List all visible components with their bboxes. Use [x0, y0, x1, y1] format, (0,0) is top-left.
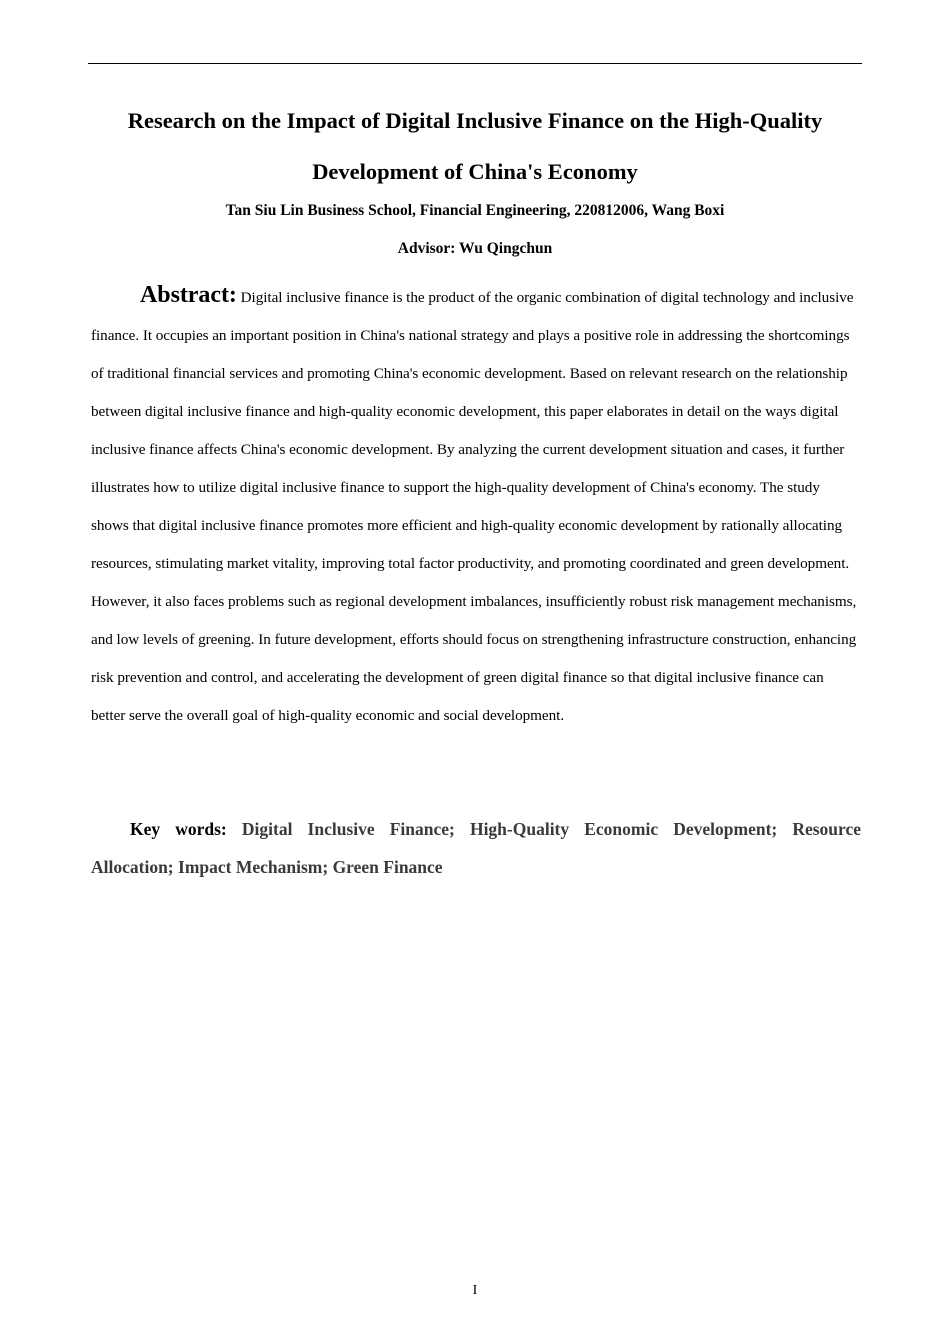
- author-affiliation-line: Tan Siu Lin Business School, Financial Engineering, 220812006, Wang Boxi: [225, 202, 725, 219]
- header-rule: [88, 63, 862, 64]
- page-number: I: [472, 1283, 478, 1298]
- abstract-text: Digital inclusive finance is the product of the organic combination of digital technology and inclusive finance. It occupies an important position in China's national strategy and plays a positive role in addressing the shortcomings of traditional financial services and promoting China's economic development. Based on relevant research on the relationship between digital inclusive finance and high-quality economic development, this paper elaborates in detail on the ways digital inclusive finance affects China's economic development. By analyzing the current development situation and cases, it further illustrates how to utilize digital inclusive finance to support the high-quality development of China's economy. The study shows that digital inclusive finance promotes more efficient and high-quality economic development by rationally allocating resources, stimulating market vitality, improving total factor productivity, and promoting coordinated and green development. However, it also faces problems such as regional development imbalances, insufficiently robust risk management mechanisms, and low levels of greening. In future development, efforts should focus on strengthening infrastructure construction, enhancing risk prevention and control, and accelerating the development of green digital finance so that digital inclusive finance can better serve the overall goal of high-quality economic and social development.: [91, 289, 857, 724]
- paper-title: Research on the Impact of Digital Inclusive Finance on the High-Quality Development of China's Economy: [127, 108, 823, 184]
- keywords-text: Digital Inclusive Finance; High-Quality Economic Development; Resource Allocation; Impact Mechanism; Green Finance: [91, 819, 862, 877]
- abstract-label: Abstract:: [140, 282, 237, 308]
- abstract-paragraph: [91, 276, 861, 735]
- advisor-line: Advisor: Wu Qingchun: [397, 240, 553, 257]
- keywords-paragraph: [91, 810, 861, 886]
- keywords-label: Key words:: [130, 819, 227, 839]
